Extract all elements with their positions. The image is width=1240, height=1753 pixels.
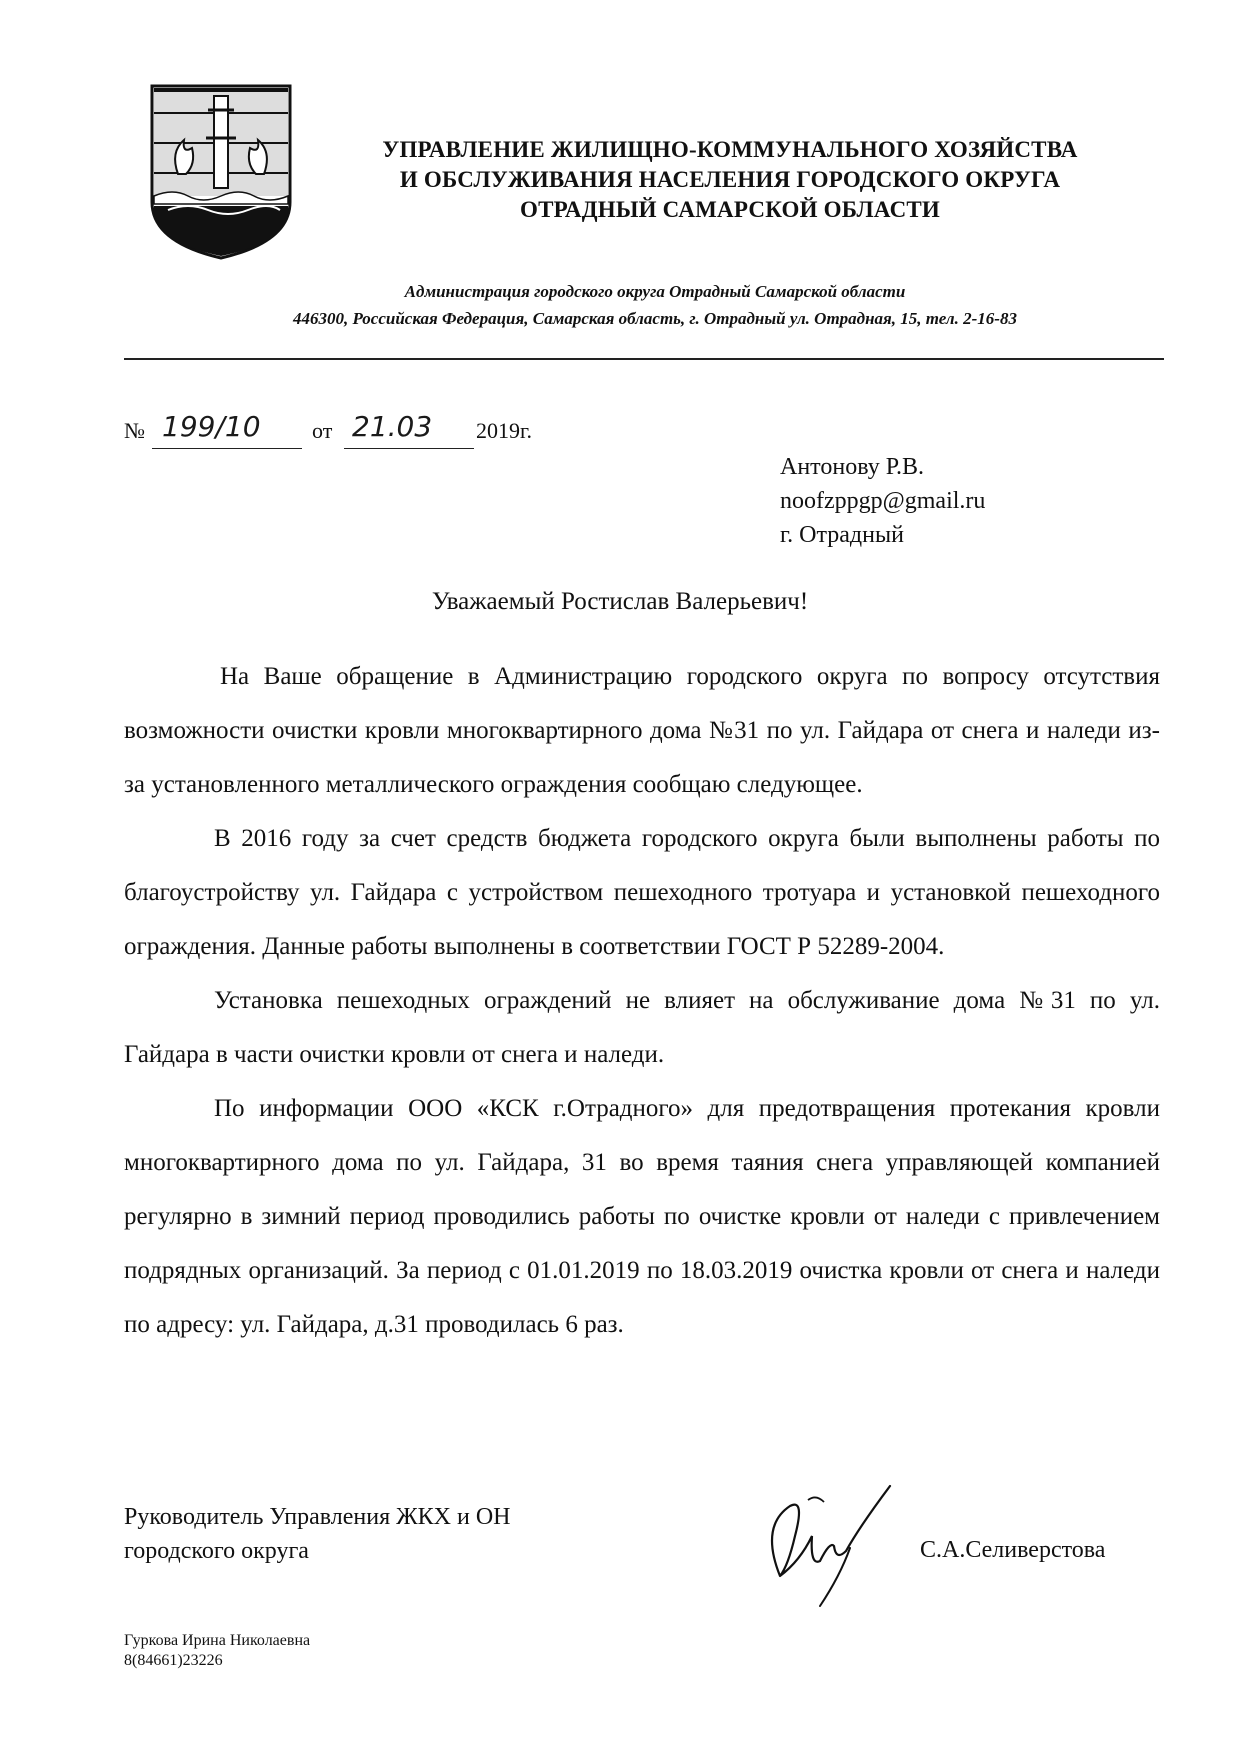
header-divider xyxy=(124,358,1164,360)
executor-phone: 8(84661)23226 xyxy=(124,1652,223,1669)
addressee-email: noofzppgp@gmail.ru xyxy=(780,488,986,514)
letter-body xyxy=(124,650,1160,1352)
paragraph: По информации ООО «КСК г.Отрадного» для предотвращения протекания кровли многоквартирного дома по ул. Гайдара, 31 во время таяния снега управляющей компанией регулярно в зимний период проводились работы по очистке кровли от наледи с привлечением подрядных организаций. За период с 01.01.2019 по 18.03.2019 очистка кровли от снега и наледи по адресу: ул. Гайдара, д.31 проводилась 6 раз. xyxy=(124,1095,1160,1338)
coat-of-arms-emblem xyxy=(148,82,294,260)
date-underline xyxy=(344,448,474,449)
signatory-title-line: Руководитель Управления ЖКХ и ОН xyxy=(124,1504,511,1530)
greeting: Уважаемый Ростислав Валерьевич! xyxy=(431,588,809,615)
org-name-line: УПРАВЛЕНИЕ ЖИЛИЩНО-КОММУНАЛЬНОГО ХОЗЯЙСТВА xyxy=(382,137,1078,162)
addressee-city: г. Отрадный xyxy=(780,522,904,548)
paragraph: Установка пешеходных ограждений не влияет на обслуживание дома №31 по ул. Гайдара в части очистки кровли от снега и наледи. xyxy=(124,987,1160,1068)
executor-info xyxy=(124,1631,310,1671)
signatory-title-line: городского округа xyxy=(124,1538,309,1564)
handwritten-signature xyxy=(750,1466,930,1616)
org-name-line: ОТРАДНЫЙ САМАРСКОЙ ОБЛАСТИ xyxy=(519,197,941,222)
paragraph: В 2016 году за счет средств бюджета городского округа были выполнены работы по благоустройству ул. Гайдара с устройством пешеходного тротуара и установкой пешеходного ограждения. Данные работы выполнены в соответствии ГОСТ Р 52289-2004. xyxy=(124,825,1160,960)
addressee-block xyxy=(780,450,985,552)
executor-name: Гуркова Ирина Николаевна xyxy=(124,1632,311,1649)
number-label: № xyxy=(124,418,145,443)
admin-line: Администрация городского округа Отрадный Самарской области xyxy=(404,282,906,301)
date-value: 21.03 xyxy=(352,410,433,443)
signatory-title xyxy=(124,1500,510,1568)
signer-name: С.А.Селиверстова xyxy=(920,1537,1106,1563)
date-label: от xyxy=(312,418,333,443)
number-underline xyxy=(152,448,302,449)
org-name-line: И ОБСЛУЖИВАНИЯ НАСЕЛЕНИЯ ГОРОДСКОГО ОКРУГА xyxy=(399,167,1061,192)
reference-line xyxy=(124,410,724,454)
organization-name xyxy=(330,135,1130,225)
administration-address xyxy=(200,278,1110,332)
number-value: 199/10 xyxy=(162,410,261,443)
addressee-name: Антонову Р.В. xyxy=(780,454,925,480)
year: 2019г. xyxy=(476,418,533,443)
paragraph: На Ваше обращение в Администрацию городского округа по вопросу отсутствия возможности очистки кровли многоквартирного дома №31 по ул. Гайдара от снега и наледи из-за установленного металлического ограждения сообщаю следующее. xyxy=(124,663,1160,798)
admin-line: 446300, Российская Федерация, Самарская область, г. Отрадный ул. Отрадная, 15, тел. 2-16-83 xyxy=(293,309,1017,328)
